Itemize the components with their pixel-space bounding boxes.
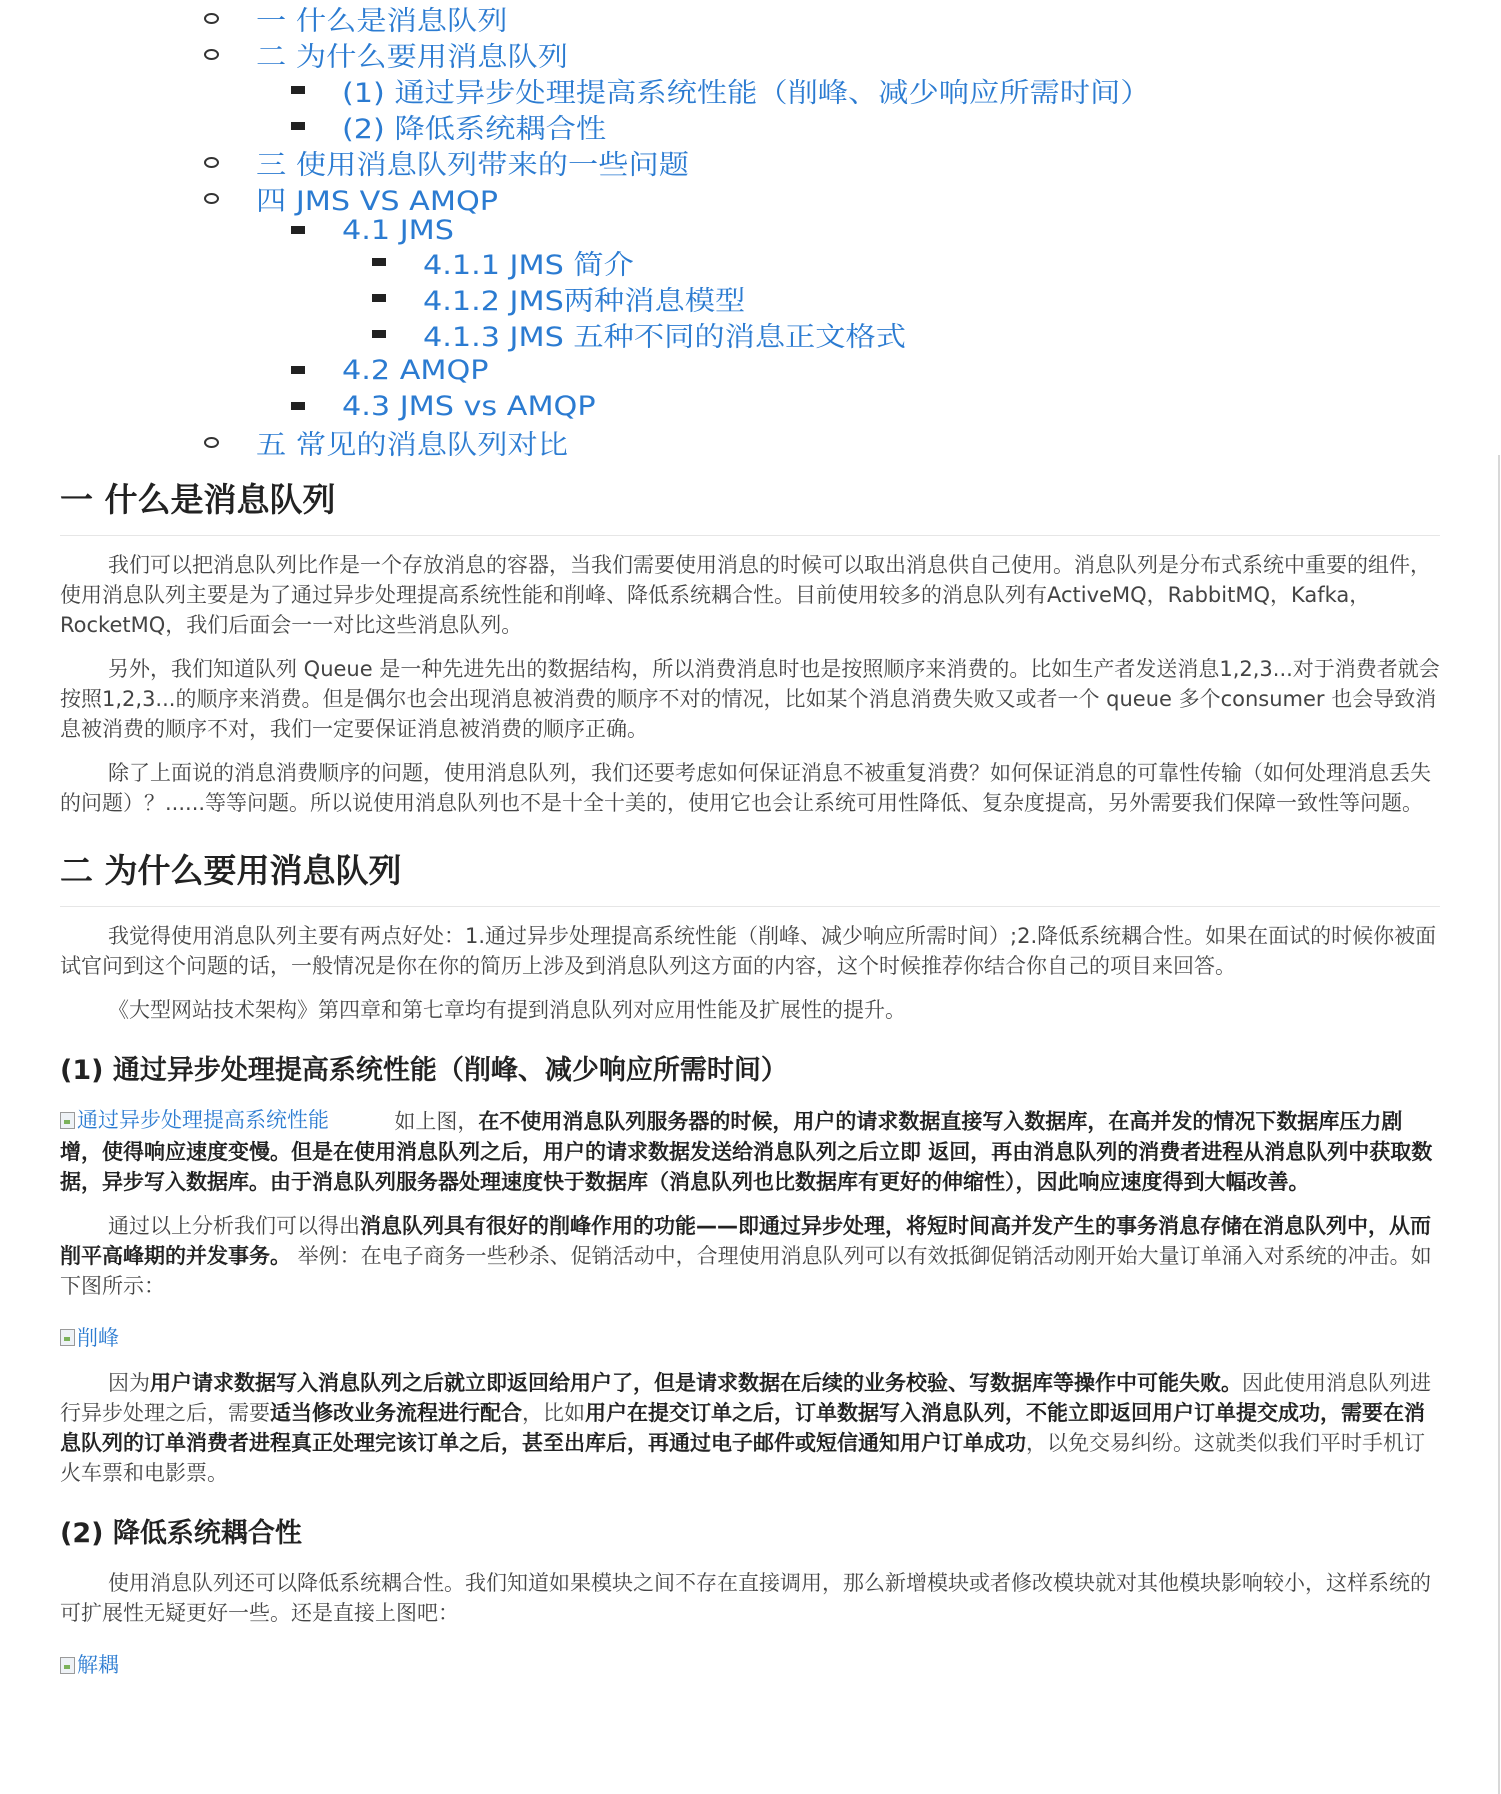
broken-image-async[interactable] [60, 1105, 329, 1135]
paragraph [60, 1211, 1440, 1301]
toc-link[interactable]: 4.1.3 JMS 五种不同的消息正文格式 [423, 321, 907, 353]
toc-item[interactable] [291, 212, 454, 248]
paragraph: 使用消息队列还可以降低系统耦合性。我们知道如果模块之间不存在直接调用，那么新增模块或者修改模块就对其他模块影响较小，这样系统的可扩展性无疑更好一些。还是直接上图吧： [60, 1571, 1431, 1625]
bold-text: 消息队列具有很好的削峰作用的功能——即通过异步处理，将短时间高并发产生的事务消息存储在消息队列中，从而削平高峰期的并发事务。 [60, 1213, 1431, 1268]
circle-bullet-icon [204, 13, 219, 24]
text-run: 举例：在电子商务一些秒杀、促销活动中，合理使用消息队列可以有效抵御促销活动刚开始大量订单涌入对系统的冲击。如下图所示： [60, 1243, 1432, 1298]
toc-item[interactable] [372, 244, 634, 281]
paragraph: 《大型网站技术架构》第四章和第七章均有提到消息队列对应用性能及扩展性的提升。 [108, 998, 906, 1022]
text-run: 通过以上分析我们可以得出 [108, 1213, 360, 1238]
toc-item[interactable] [204, 144, 689, 181]
text-run: ，比如 [522, 1401, 585, 1425]
text-run: ，以免交易纠纷。这就类似我们平时手机订火车票和电影票。 [60, 1431, 1425, 1485]
toc-item[interactable] [204, 180, 498, 217]
table-of-contents [0, 0, 1460, 461]
toc-item[interactable] [291, 108, 607, 145]
toc-link[interactable]: (1) 通过异步处理提高系统性能（削峰、减少响应所需时间） [342, 77, 1151, 109]
image-line [60, 1323, 1440, 1355]
paragraph [60, 1105, 1440, 1197]
text-run: 如上图， [394, 1109, 479, 1134]
square-bullet-icon [291, 226, 305, 234]
image-alt-text: 通过异步处理提高系统性能 [77, 1108, 329, 1132]
toc-item[interactable] [372, 316, 907, 353]
toc-link[interactable]: 三 使用消息队列带来的一些问题 [256, 149, 689, 181]
toc-link[interactable]: 4.2 AMQP [342, 354, 489, 386]
paragraph: 我觉得使用消息队列主要有两点好处：1.通过异步处理提高系统性能（削峰、减少响应所需时间）;2.降低系统耦合性。如果在面试的时候你被面试官问到这个问题的话，一般情况是你在你的简历上涉及到消息队列这方面的内容，这个时候推荐你结合你自己的项目来回答。 [60, 924, 1437, 978]
circle-bullet-icon [204, 49, 219, 60]
paragraph: 我们可以把消息队列比作是一个存放消息的容器，当我们需要使用消息的时候可以取出消息供自己使用。消息队列是分布式系统中重要的组件，使用消息队列主要是为了通过异步处理提高系统性能和削峰、降低系统耦合性。目前使用较多的消息队列有ActiveMQ，RabbitMQ，Kafka，RocketMQ，我们后面会一一对比这些消息队列。 [60, 553, 1431, 637]
bold-text: 适当修改业务流程进行配合 [270, 1401, 522, 1425]
circle-bullet-icon [204, 193, 219, 204]
subsection-heading: (2) 降低系统耦合性 [60, 1518, 302, 1549]
toc-item[interactable] [204, 36, 569, 73]
section-heading: 一 什么是消息队列 [60, 477, 1440, 536]
toc-link[interactable]: (2) 降低系统耦合性 [342, 113, 607, 145]
broken-image-decoupling[interactable] [60, 1650, 119, 1680]
image-line [60, 1650, 1440, 1682]
article-content [60, 455, 1440, 1682]
section-heading: 二 为什么要用消息队列 [60, 848, 1440, 907]
toc-item[interactable] [291, 72, 1151, 109]
toc-item[interactable] [204, 0, 508, 37]
broken-image-icon [60, 1657, 75, 1674]
broken-image-peak-shaving[interactable] [60, 1323, 119, 1353]
toc-link[interactable]: 四 JMS VS AMQP [256, 185, 498, 217]
toc-item[interactable] [372, 280, 746, 317]
text-run: 因为 [108, 1371, 150, 1395]
toc-link[interactable]: 一 什么是消息队列 [256, 5, 508, 37]
toc-item[interactable] [291, 352, 489, 388]
bold-text: 用户请求数据写入消息队列之后就立即返回给用户了，但是请求数据在后续的业务校验、写数据库等操作中可能失败。 [150, 1371, 1242, 1395]
bold-text: 用户在提交订单之后，订单数据写入消息队列，不能立即返回用户订单提交成功，需要在消息队列的订单消费者进程真正处理完该订单之后，甚至出库后，再通过电子邮件或短信通知用户订单成功 [60, 1401, 1425, 1455]
paragraph [60, 1368, 1440, 1488]
circle-bullet-icon [204, 157, 219, 168]
square-bullet-icon [372, 294, 386, 302]
square-bullet-icon [372, 258, 386, 266]
square-bullet-icon [291, 122, 305, 130]
square-bullet-icon [291, 402, 305, 410]
toc-link[interactable]: 4.1.1 JMS 简介 [423, 249, 634, 281]
toc-item[interactable] [291, 388, 596, 424]
toc-link[interactable]: 4.1 JMS [342, 214, 454, 246]
square-bullet-icon [291, 366, 305, 374]
toc-link[interactable]: 二 为什么要用消息队列 [256, 41, 569, 73]
square-bullet-icon [291, 86, 305, 94]
subsection-heading: (1) 通过异步处理提高系统性能（削峰、减少响应所需时间） [60, 1055, 788, 1086]
paragraph: 另外，我们知道队列 Queue 是一种先进先出的数据结构，所以消费消息时也是按照顺序来消费的。比如生产者发送消息1,2,3...对于消费者就会按照1,2,3...的顺序来消费。但是偶尔也会出现消息被消费的顺序不对的情况，比如某个消息消费失败又或者一个 queue 多个consumer 也会导致消息被消费的顺序不对，我们一定要保证消息被消费的顺序正确。 [60, 657, 1440, 741]
image-alt-text: 解耦 [77, 1653, 119, 1677]
toc-link[interactable]: 4.1.2 JMS两种消息模型 [423, 285, 746, 317]
text-run: 因此使用消息队列进行异步处理之后，需要 [60, 1371, 1431, 1425]
broken-image-icon [60, 1112, 75, 1129]
square-bullet-icon [372, 330, 386, 338]
bold-text: 在不使用消息队列服务器的时候，用户的请求数据直接写入数据库，在高并发的情况下数据库压力剧增，使得响应速度变慢。但是在使用消息队列之后，用户的请求数据发送给消息队列之后立即 返回，再由消息队列的消费者进程从消息队列中获取数据，异步写入数据库。由于消息队列服务器处理速度快于数据库（消息队列也比数据库有更好的伸缩性），因此响应速度得到大幅改善。 [60, 1109, 1433, 1194]
circle-bullet-icon [204, 437, 219, 448]
toc-link[interactable]: 五 常见的消息队列对比 [256, 429, 569, 461]
broken-image-icon [60, 1329, 75, 1346]
paragraph: 除了上面说的消息消费顺序的问题，使用消息队列，我们还要考虑如何保证消息不被重复消费？如何保证消息的可靠性传输（如何处理消息丢失的问题）？......等等问题。所以说使用消息队列也不是十全十美的，使用它也会让系统可用性降低、复杂度提高，另外需要我们保障一致性等问题。 [60, 761, 1431, 815]
toc-link[interactable]: 4.3 JMS vs AMQP [342, 390, 596, 422]
page-edge-divider [1498, 455, 1500, 1794]
image-alt-text: 削峰 [77, 1325, 119, 1350]
